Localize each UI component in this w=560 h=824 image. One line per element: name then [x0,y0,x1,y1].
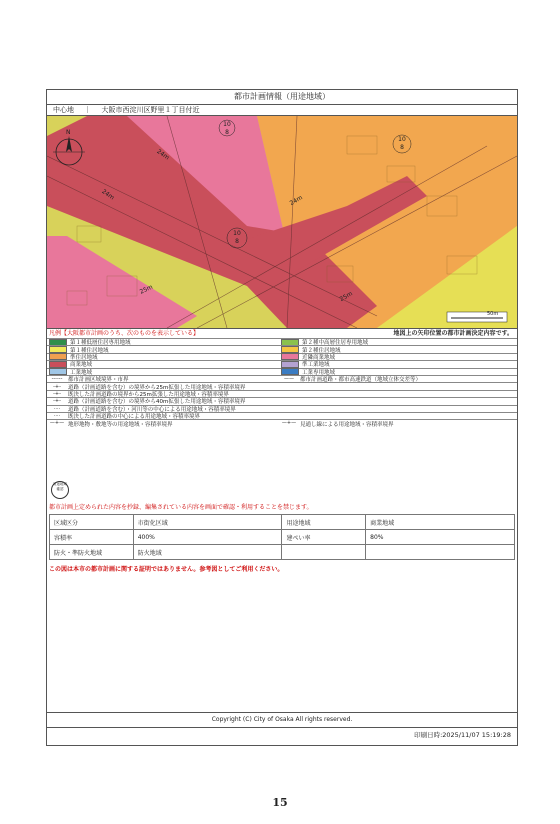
info-label: 防火・準防火地域 [50,545,134,560]
legend-line-icon: —— [284,376,294,383]
legend-cell [47,420,173,426]
info-value: 防火地域 [133,545,282,560]
info-value [366,545,515,560]
legend-label: 道路（計画道路を含む）・河川等の中心による用途地域・容積率境界 [68,406,236,413]
width-label: 24m [100,188,116,202]
width-label: 25m [338,290,354,304]
page-number: 15 [272,796,288,809]
info-table [49,514,515,560]
width-label: 24m [288,194,304,208]
legend-label: 地形地物・敷地等の用途地域・容積率境界 [68,421,173,428]
legend-title: 凡例【大阪都市計画のうち、次のものを表示している】 [49,330,200,337]
legend-cell [279,420,394,426]
legend-row [47,397,517,404]
print-datetime: 印刷日時:2025/11/07 15:19:28 [414,731,511,739]
width-label: 24m [155,148,171,162]
zoning-map-svg [47,116,517,328]
legend-label: 工業専用地域 [302,369,336,376]
legend-line-icon: -+- [53,398,61,405]
legend [47,338,517,427]
legend-label: 近隣商業地域 [302,354,336,361]
location-bar [47,104,517,116]
info-label [282,545,366,560]
disclaimer-notice: この図は本市の都市計画に関する証明ではありません。参考図としてご利用ください。 [49,566,284,573]
legend-label: 第２種中高層住居専用地域 [302,340,369,347]
legend-label: 都市計画道路・都市高速鉄道（地域立体交差等） [300,377,422,384]
zone-label: 8 [225,129,229,136]
info-value: 80% [366,530,515,545]
legend-line-icon: —+— [281,420,297,427]
legend-row [47,375,517,382]
legend-label: 準工業地域 [302,362,330,369]
legend-row [47,345,517,352]
legend-row [47,390,517,397]
zone-label: 8 [235,238,239,245]
legend-line-icon: -+- [53,383,61,390]
legend-row [47,338,517,345]
legend-label: 道路（計画道路を含む）の境界から25m拡張した用途地域・容積率境界 [68,384,246,391]
info-value: 400% [133,530,282,545]
legend-label: 第１種住居地域 [70,347,109,354]
legend-stamp: 用途地域 確認 [51,481,69,499]
legend-header [47,329,517,338]
legend-label: 準住居地域 [70,354,98,361]
legend-line-icon: ···· [53,413,61,420]
zone-label: 10 [398,136,406,143]
location-label: 中心地 [53,106,74,114]
legend-row [47,353,517,360]
zone-label: 8 [400,144,404,151]
legend-note: 地図上の矢印位置の都市計画決定内容です。 [393,330,513,337]
legend-label: 第１種低層住居専用地域 [70,340,131,347]
legend-row [47,405,517,412]
sheet-title: 都市計画情報（用途地域） [47,90,517,105]
zone-label: 10 [223,121,231,128]
legend-row [47,368,517,375]
city-planning-sheet [46,89,518,746]
zoning-map[interactable] [47,116,517,329]
legend-row [47,382,517,389]
legend-row [47,412,517,419]
warning-notice: 都市計画上定められた内容を抄録、編集されている内容を画面で確認・利用することを禁じます。 [49,504,313,511]
legend-label: 都市計画区域境界・市界 [68,377,129,384]
legend-line-icon: ···· [53,405,61,412]
info-row [50,530,515,545]
legend-row [47,360,517,367]
location-value: 大阪市西淀川区野里１丁目付近 [101,106,200,114]
legend-line-icon: —+— [49,420,65,427]
info-value: 市街化区域 [133,515,282,530]
copyright-text: Copyright (C) City of Osaka All rights reserved. [47,712,517,728]
compass-label: N [66,129,71,136]
legend-label: 商業地域 [70,362,93,369]
legend-label: 工業地域 [70,369,93,376]
info-label: 容積率 [50,530,134,545]
legend-line-icon: ------ [51,376,63,383]
info-label: 用途地域 [282,515,366,530]
info-row [50,545,515,560]
legend-label: 第２種住居地域 [302,347,341,354]
legend-label: 既決した計画道路の境界から25m拡張した用途地域・容積率境界 [68,391,229,398]
legend-label: 道路（計画道路を含む）の境界から40m拡張した用途地域・容積率境界 [68,399,246,406]
info-row [50,515,515,530]
legend-label: 見通し線による用途地域・容積率境界 [300,421,394,428]
location-separator: ｜ [84,106,92,114]
scale-label: 50m [487,311,499,317]
legend-line-icon: -+- [53,390,61,397]
info-label: 区域区分 [50,515,134,530]
zone-label: 10 [233,230,241,237]
legend-row [47,419,517,426]
width-label: 25m [138,283,154,296]
legend-label: 既決した計画道路の中心による用途地域・容積率境界 [68,414,201,421]
info-label: 建ぺい率 [282,530,366,545]
info-value: 商業地域 [366,515,515,530]
